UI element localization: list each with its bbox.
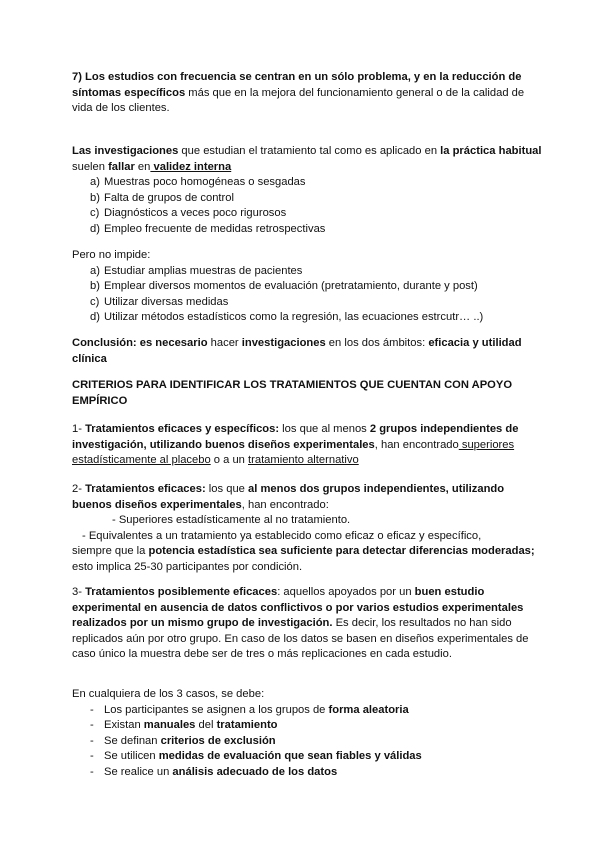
list-item	[72, 765, 542, 781]
list-text: Estudiar amplias muestras de pacientes	[104, 264, 303, 277]
concl-d: en los dos ámbitos:	[325, 337, 429, 349]
list-text: Emplear diversos momentos de evaluación (pretratamiento, durante y post)	[104, 280, 478, 292]
inv-t4: suelen	[72, 160, 109, 173]
list-text: Muestras poco homogéneas o sesgadas	[104, 176, 306, 188]
criterio-1	[72, 422, 542, 469]
list-text: Diagnósticos a veces poco rigurosos	[104, 207, 287, 219]
concl-c: investigaciones	[241, 337, 326, 349]
criterio-3	[72, 585, 542, 663]
c3-c: : aquellos apoyados por un	[277, 586, 415, 598]
list-marker: -	[90, 719, 94, 731]
list-item	[72, 279, 542, 295]
list-marker: -	[90, 765, 94, 778]
list-marker: -	[90, 703, 94, 716]
investigaciones-intro	[72, 144, 542, 175]
f3a: Se definan	[104, 734, 161, 747]
list-marker: b)	[90, 280, 100, 292]
f1b: forma aleatoria	[328, 703, 409, 716]
f4a: Se utilicen	[104, 750, 159, 762]
section-heading: CRITERIOS PARA IDENTIFICAR LOS TRATAMIENTOS QUE CUENTAN CON APOYO EMPÍRICO	[72, 379, 513, 407]
inv-t5: fallar	[108, 160, 135, 173]
list-marker: a)	[90, 264, 100, 277]
f5a: Se realice un	[104, 765, 173, 778]
c1-a: 1-	[72, 423, 86, 435]
c3-b: Tratamientos posiblemente eficaces	[85, 586, 278, 598]
list-marker: b)	[90, 191, 100, 204]
c2-b: Tratamientos eficaces:	[85, 483, 206, 495]
list-text: Falta de grupos de control	[104, 191, 234, 204]
c1-g: o a un	[210, 454, 249, 466]
list-marker: d)	[90, 222, 100, 235]
final-intro: En cualquiera de los 3 casos, se debe:	[72, 688, 265, 700]
list-item	[72, 191, 542, 207]
inv-t3: la práctica habitual	[440, 145, 542, 157]
f5b: análisis adecuado de los datos	[172, 765, 338, 778]
pero-intro: Pero no impide:	[72, 249, 151, 261]
c3-e: Es decir, los resultados no han sido replicados aún por otro grupo. En caso de los datos se basen en diseños experimentales de caso único la muestra debe ser de tres o más replicaciones en cada estudio.	[72, 617, 529, 660]
inv-t6: en	[134, 160, 151, 173]
pero-block	[72, 248, 542, 326]
list-marker: c)	[90, 207, 100, 219]
list-item	[72, 206, 542, 222]
c1-d: 2 grupos independientes de investigación, utilizando buenos diseños experimentales	[72, 423, 519, 451]
list-item	[72, 749, 542, 765]
c1-f: superiores estadísticamente al placebo	[72, 438, 515, 466]
c3-a: 3-	[72, 586, 86, 598]
list-marker: a)	[90, 176, 100, 188]
paragraph-7	[72, 70, 542, 117]
criterios-heading	[72, 378, 542, 409]
c2-d: al menos dos grupos independientes, utilizando buenos diseños experimentales	[72, 483, 505, 511]
concl-a: Conclusión: es necesario	[72, 337, 208, 349]
list-marker: -	[90, 750, 94, 762]
c2-l3b: potencia estadística sea suficiente para detectar diferencias moderadas;	[148, 545, 535, 557]
f1a: Los participantes se asignen a los grupos de	[104, 703, 329, 716]
f2c: del	[195, 719, 217, 731]
list-marker: d)	[90, 311, 100, 323]
c2-a: 2-	[72, 483, 86, 495]
inv-t1: Las investigaciones	[72, 145, 179, 157]
c1-b: Tratamientos eficaces y específicos:	[85, 423, 280, 435]
c1-c: los que al menos	[279, 423, 370, 435]
concl-e: eficacia y utilidad clínica	[72, 337, 522, 365]
c3-d: buen estudio experimental en ausencia de datos conflictivos o por varios estudios experimentales realizados por un mismo grupo de investigación.	[72, 586, 524, 629]
list-item	[72, 718, 542, 734]
list-item	[72, 295, 542, 311]
sec7-bold: 7) Los estudios con frecuencia se centran en un sólo problema, y en la reducción de síntomas específicos	[72, 71, 522, 99]
c1-e: , han encontrado	[374, 438, 459, 451]
f3b: criterios de exclusión	[160, 734, 276, 747]
list-item	[72, 175, 542, 191]
list-item	[72, 703, 542, 719]
c2-line1: - Superiores estadísticamente al no tratamiento.	[112, 514, 351, 526]
list-item	[72, 222, 542, 238]
c1-h: tratamiento alternativo	[248, 454, 359, 466]
list-marker: -	[90, 734, 94, 747]
inv-t7: validez interna	[150, 160, 232, 173]
sec7-text: más que en la mejora del funcionamiento general o de la calidad de vida de los clientes.	[72, 86, 525, 114]
list-item	[72, 310, 542, 326]
c2-l3c: esto implica 25-30 participantes por condición.	[72, 560, 303, 573]
criterio-2	[72, 482, 542, 575]
f2b: manuales	[143, 719, 196, 731]
f4b: medidas de evaluación que sean fiables y válidas	[158, 750, 422, 762]
f2d: tratamiento	[216, 719, 278, 731]
c2-e: , han encontrado:	[241, 498, 329, 511]
conclusion-block	[72, 336, 542, 367]
investigaciones-block	[72, 144, 542, 237]
inv-t2: que estudian el tratamiento tal como es aplicado en	[178, 145, 441, 157]
list-marker: c)	[90, 295, 100, 308]
list-text: Utilizar métodos estadísticos como la regresión, las ecuaciones estrcutr… ..)	[104, 311, 484, 323]
list-item	[72, 734, 542, 750]
c2-c: los que	[205, 483, 248, 495]
list-text: Empleo frecuente de medidas retrospectivas	[104, 222, 326, 235]
list-text: Utilizar diversas medidas	[104, 295, 229, 308]
list-item	[72, 264, 542, 280]
f2a: Existan	[104, 719, 144, 731]
c2-l3a: siempre que la	[72, 545, 149, 557]
final-block	[72, 687, 542, 780]
concl-b: hacer	[207, 337, 242, 349]
c2-line2: - Equivalentes a un tratamiento ya establecido como eficaz o eficaz y específico,	[82, 529, 482, 542]
